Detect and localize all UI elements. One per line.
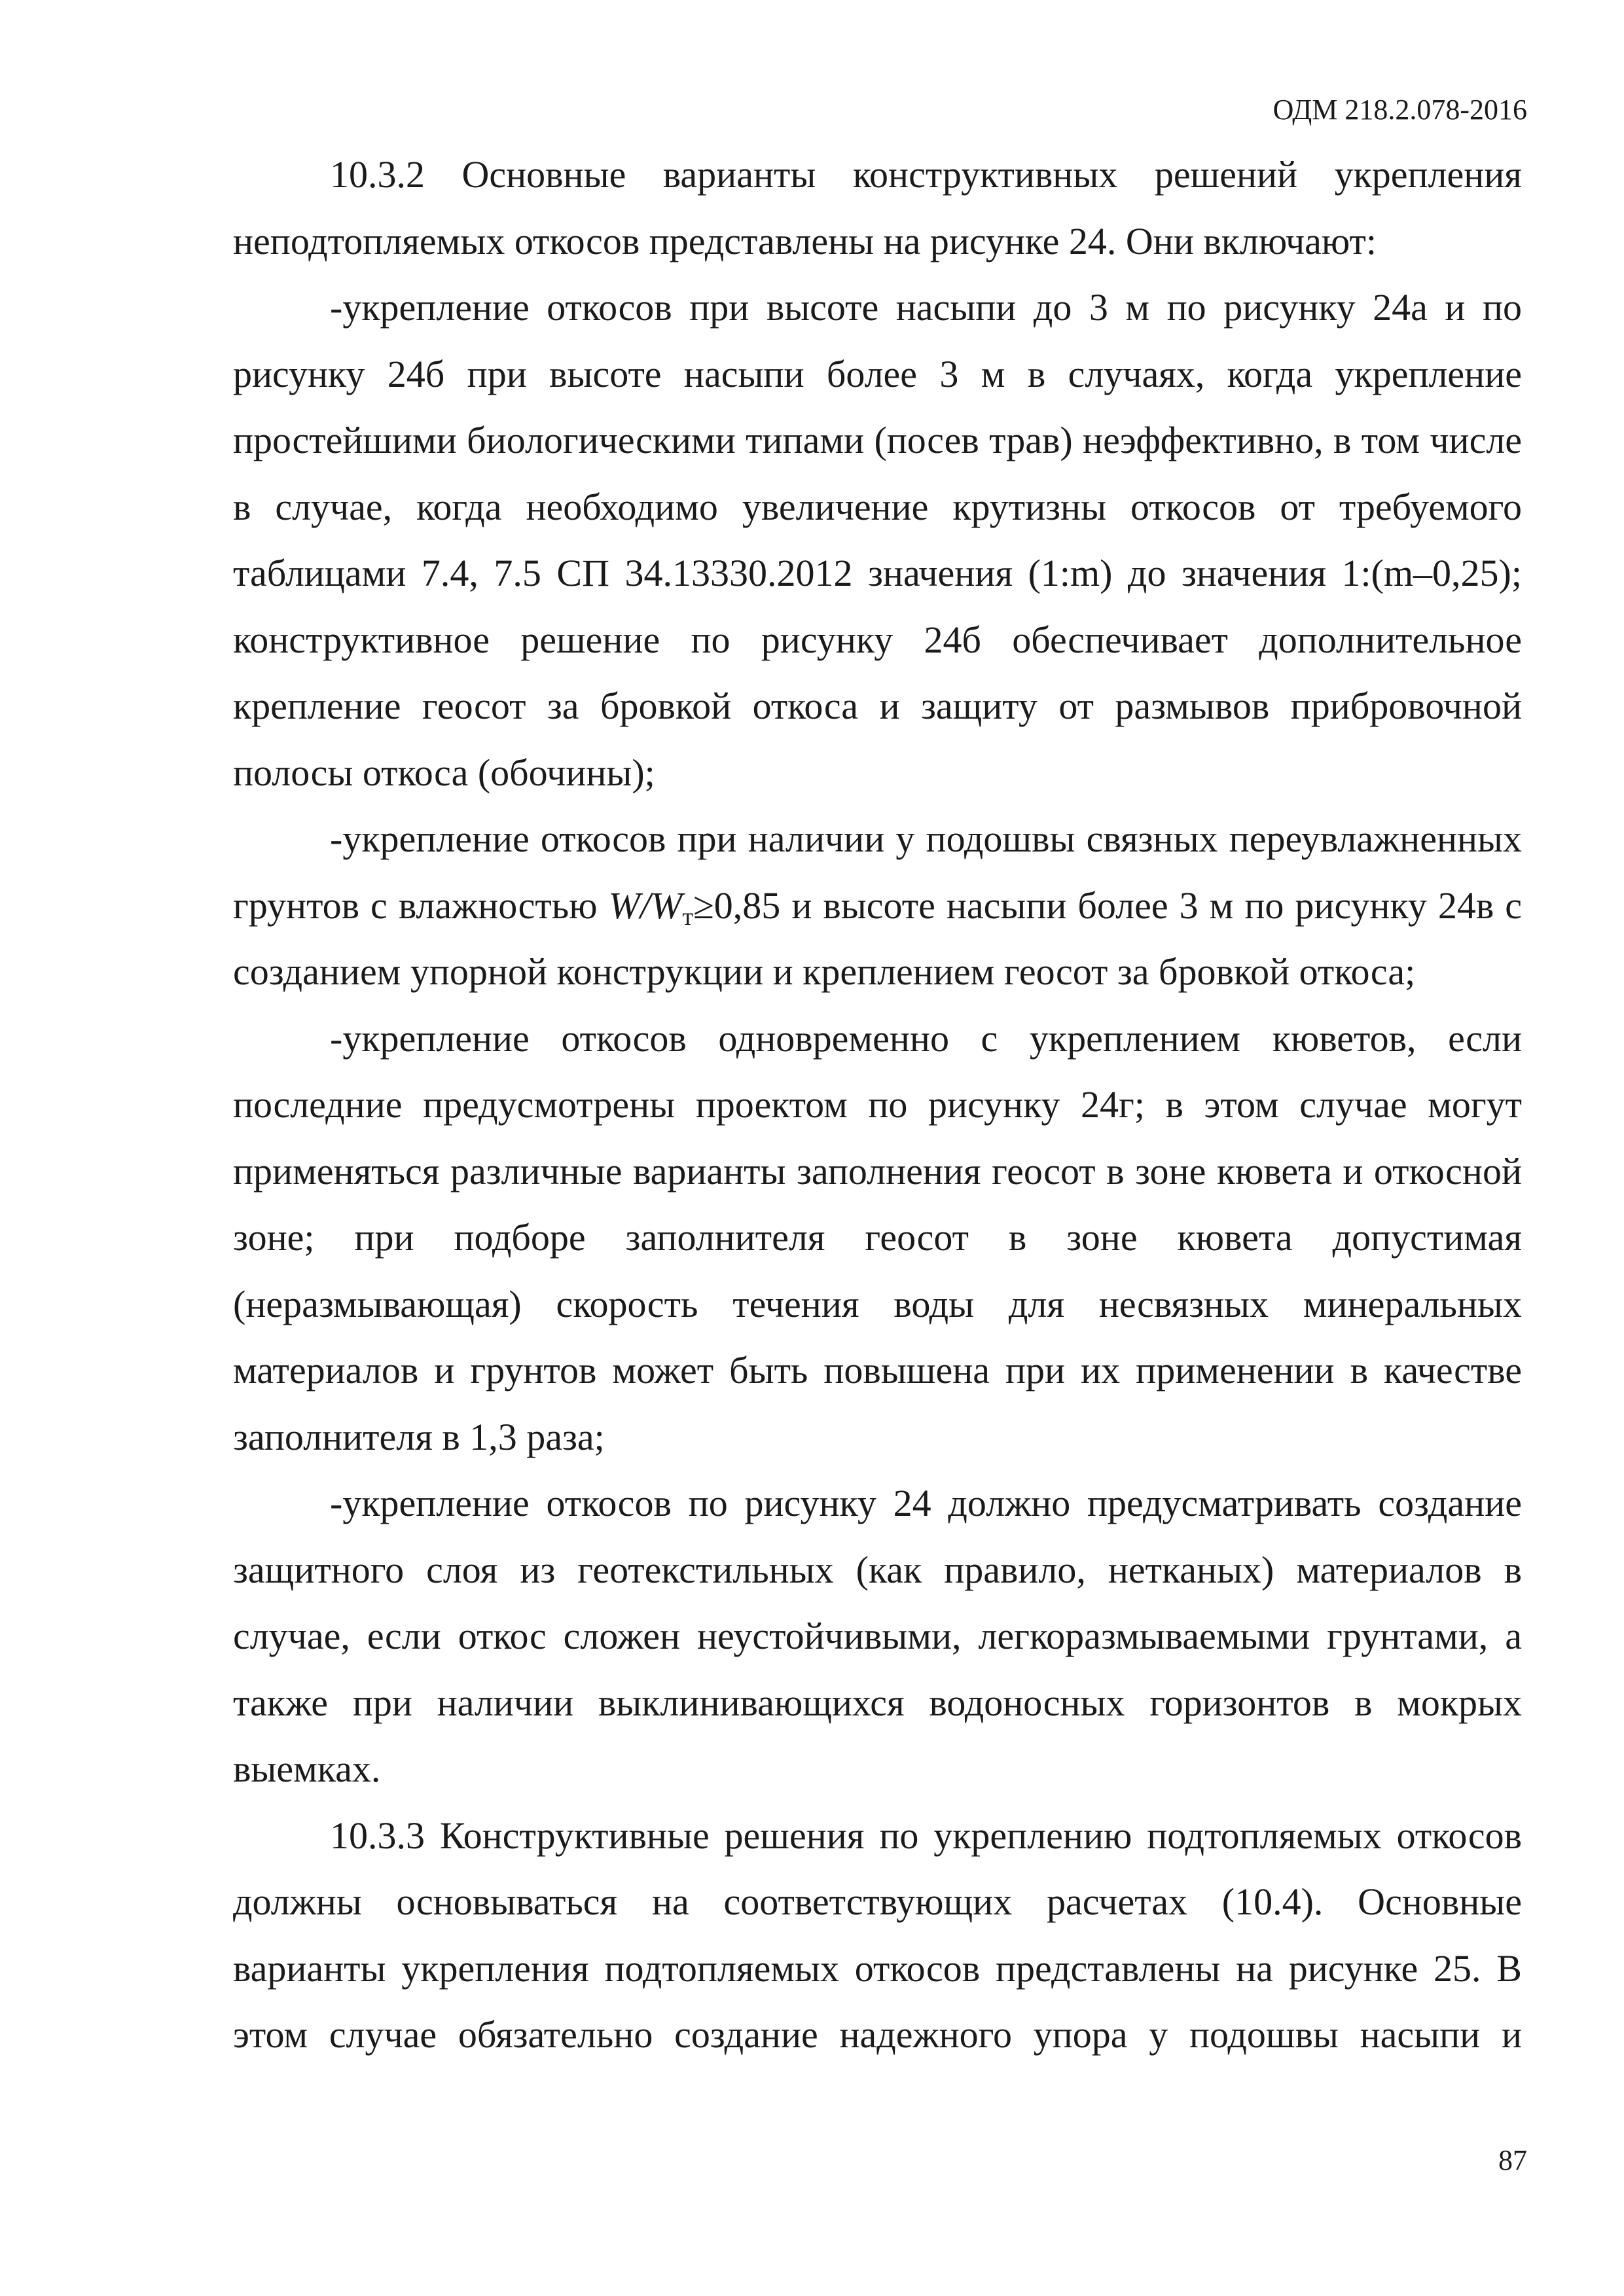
document-code-header: ОДМ 218.2.078-2016 [1272, 94, 1527, 126]
paragraph-list-item-4: -укрепление откосов по рисунку 24 должно предусматривать создание защитного слоя из геотекстильных (как правило, нетканых) материалов в случае, если откос сложен неустойчивыми, легкоразмываемыми грунтами, а также при наличии выклинивающихся водоносных горизонтов в мокрых выемках. [233, 1482, 1522, 1790]
document-body [233, 141, 1522, 2068]
paragraph-10-3-3: 10.3.3 Конструктивные решения по укреплению подтопляемых откосов должны основываться на соответствующих расчетах (10.4). Основные варианты укрепления подтопляемых откосов представлены на рисунке 25. В этом случае обязательно создание надежного упора у подошвы насыпи и [233, 1814, 1522, 2056]
formula-relation: ≥0,85 [693, 884, 781, 927]
formula-wt: W [651, 884, 683, 927]
paragraph-list-item-3: -укрепление откосов одновременно с укреплением кюветов, если последние предусмотрены проектом по рисунку 24г; в этом случае могут применяться различные варианты заполнения геосот в зоне кювета и откосной зоне; при подборе заполнителя геосот в зоне кювета допустимая (неразмывающая) скорость течения воды для несвязных минеральных материалов и грунтов может быть повышена при их применении в качестве заполнителя в 1,3 раза; [233, 1016, 1522, 1458]
paragraph-list-item-2 [233, 806, 1522, 1005]
paragraph-text: и высоте насыпи более 3 м по рисунку 24в с созданием упорной конструкции и креплением геосот за бровкой откоса; [233, 884, 1522, 993]
formula-slash: / [640, 884, 651, 927]
formula-subscript: т [682, 903, 693, 931]
paragraph-10-3-2: 10.3.2 Основные варианты конструктивных решений укрепления неподтопляемых откосов представлены на рисунке 24. Они включают: [233, 153, 1522, 262]
formula-w: W [608, 884, 640, 927]
paragraph-text: -укрепление откосов при наличии у подошвы связных переувлажненных грунтов с влажностью [233, 817, 1522, 927]
page-number: 87 [1498, 2144, 1527, 2176]
paragraph-list-item-1: -укрепление откосов при высоте насыпи до 3 м по рисунку 24а и по рисунку 24б при высоте насыпи более 3 м в случаях, когда укрепление простейшими биологическими типами (посев трав) неэффективно, в том числе в случае, когда необходимо увеличение крутизны откосов от требуемого таблицами 7.4, 7.5 СП 34.13330.2012 значения (1:m) до значения 1:(m–0,25); конструктивное решение по рисунку 24б обеспечивает дополнительное крепление геосот за бровкой откоса и защиту от размывов прибровочной полосы откоса (обочины); [233, 286, 1522, 794]
